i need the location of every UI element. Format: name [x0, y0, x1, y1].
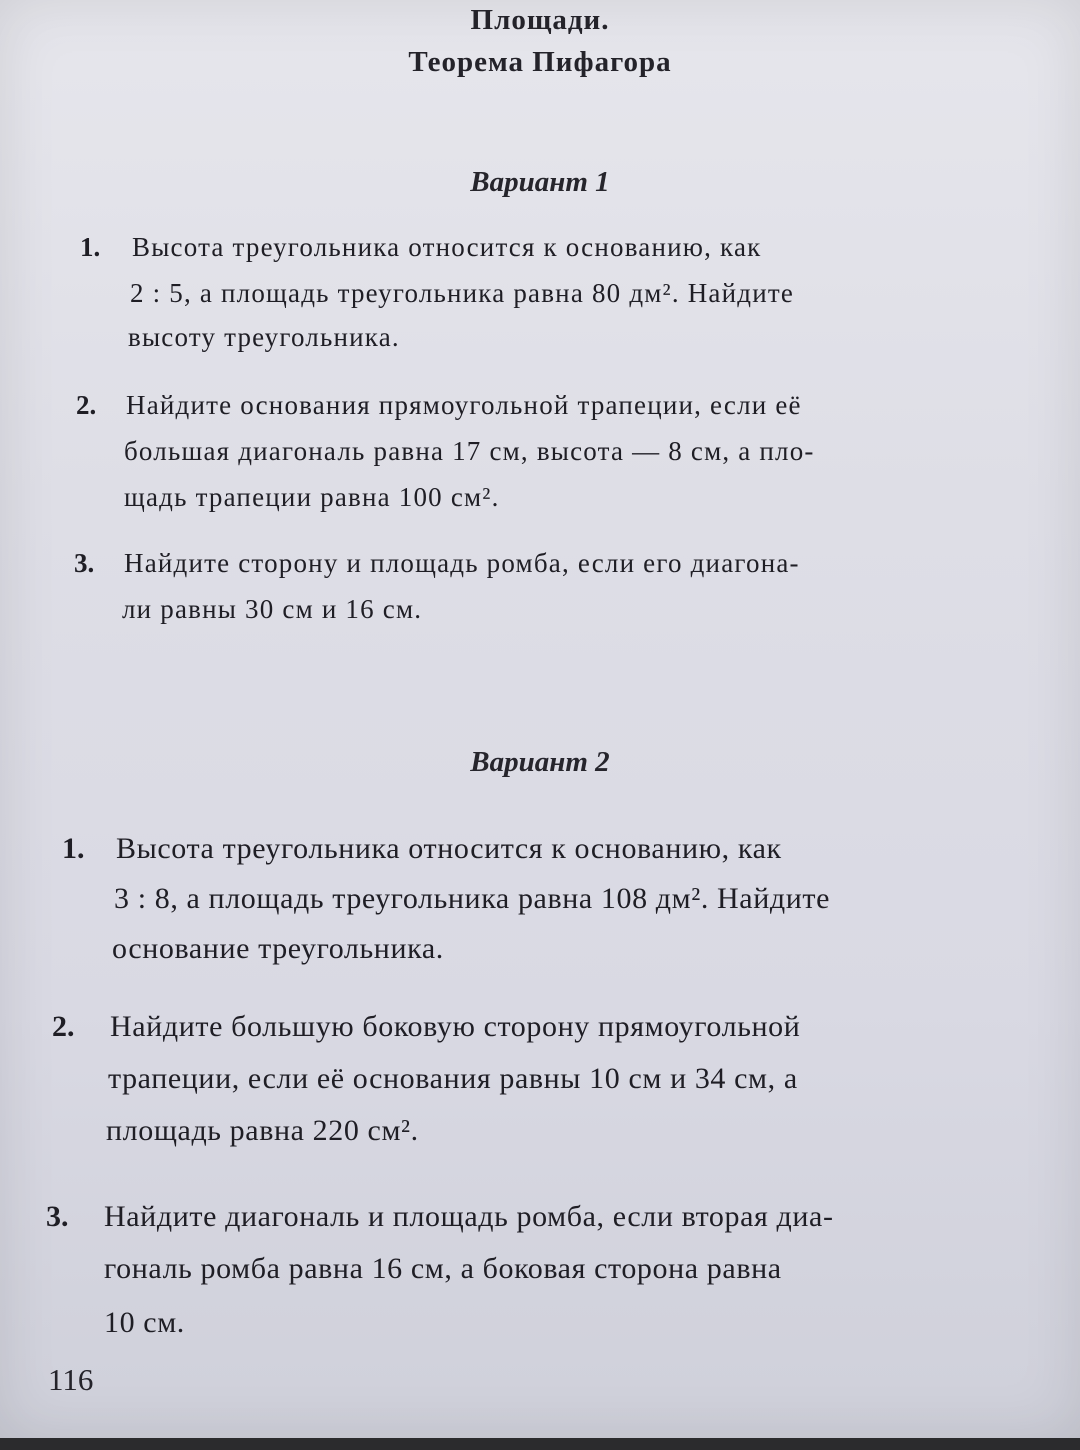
- problem-line: гональ ромба равна 16 см, а боковая сторона равна: [104, 1252, 782, 1285]
- problem-line: основание треугольника.: [112, 932, 444, 965]
- problem-number: 3.: [74, 548, 95, 578]
- problem-line: большая диагональ равна 17 см, высота — 8 см, а пло-: [124, 436, 815, 466]
- variant-1-heading: Вариант 1: [470, 166, 610, 198]
- page-title-line1: Площади.: [470, 4, 610, 36]
- page-number: 116: [48, 1362, 94, 1397]
- problem-line: трапеции, если её основания равны 10 см и 34 см, а: [108, 1062, 798, 1095]
- variant-1-problem-3: [74, 548, 974, 638]
- problem-number: 1.: [62, 832, 85, 865]
- problem-number: 2.: [52, 1010, 75, 1043]
- problem-line: 2 : 5, а площадь треугольника равна 80 дм². Найдите: [130, 278, 795, 308]
- problem-line: высоту треугольника.: [128, 322, 400, 352]
- problem-number: 2.: [76, 390, 97, 420]
- problem-number: 3.: [46, 1200, 69, 1233]
- variant-2-problem-1: [62, 832, 1022, 972]
- page-title-line2: Теорема Пифагора: [408, 46, 672, 78]
- variant-2-problem-2: [52, 1010, 1022, 1160]
- problem-line: Найдите сторону и площадь ромба, если его диагона-: [124, 548, 800, 578]
- variant-1-problem-1: [80, 232, 980, 352]
- problem-number: 1.: [80, 232, 101, 262]
- problem-line: 10 см.: [104, 1306, 185, 1339]
- problem-line: 3 : 8, а площадь треугольника равна 108 дм². Найдите: [114, 882, 831, 915]
- variant-2-heading: Вариант 2: [470, 746, 610, 778]
- problem-line: Найдите большую боковую сторону прямоугольной: [110, 1010, 801, 1043]
- problem-line: Высота треугольника относится к основанию, как: [132, 232, 762, 262]
- photo-edge-strip: [0, 1438, 1080, 1450]
- problem-line: Найдите диагональ и площадь ромба, если вторая диа-: [104, 1200, 834, 1233]
- problem-line: Найдите основания прямоугольной трапеции, если её: [126, 390, 802, 420]
- problem-line: Высота треугольника относится к основанию, как: [116, 832, 782, 865]
- variant-1-problem-2: [76, 390, 976, 520]
- problem-line: площадь равна 220 см².: [106, 1114, 419, 1147]
- variant-2-problem-3: [46, 1200, 1026, 1350]
- problem-line: ли равны 30 см и 16 см.: [122, 594, 423, 624]
- problem-line: щадь трапеции равна 100 см².: [124, 482, 500, 512]
